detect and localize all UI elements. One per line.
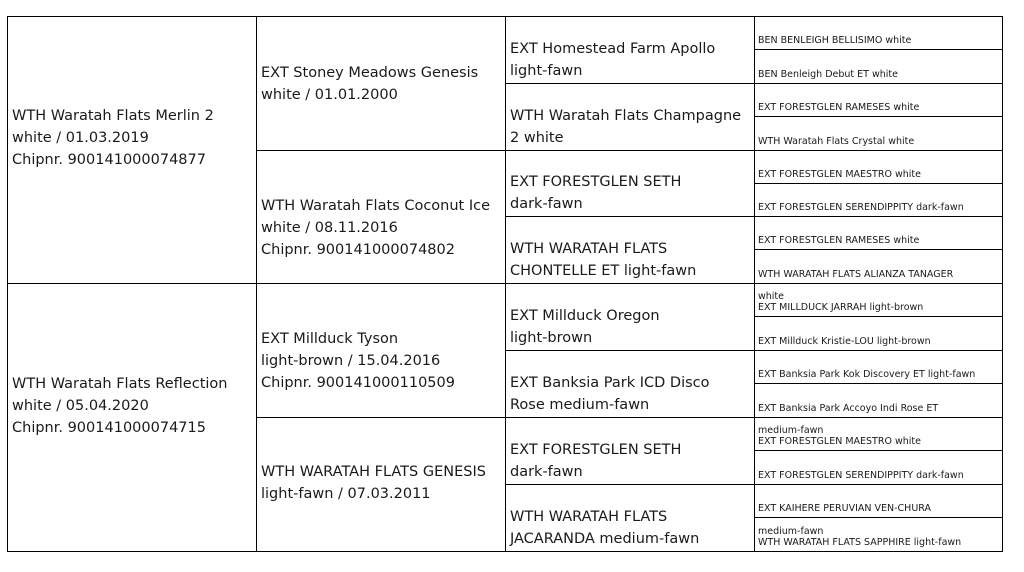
great-grandparent-color: Rose medium-fawn [510, 397, 650, 413]
grandparent-cell [256, 417, 506, 552]
ggg-parent-cell [754, 316, 1003, 351]
ggg-parent-cell [754, 216, 1003, 250]
ggg-parent-name: EXT FORESTGLEN MAESTRO white [758, 436, 921, 447]
parent-color-date: white / 01.03.2019 [12, 130, 149, 146]
ggg-parent-cell [754, 49, 1003, 84]
parent-chip: Chipnr. 900141000074877 [12, 152, 206, 168]
ggg-parent-cell [754, 283, 1003, 317]
ggg-parent-name: EXT FORESTGLEN RAMESES white [758, 235, 920, 246]
grandparent-color-date: white / 08.11.2016 [261, 220, 398, 236]
ggg-parent-name: EXT FORESTGLEN SERENDIPPITY dark-fawn [758, 202, 964, 213]
great-grandparent-color: CHONTELLE ET light-fawn [510, 263, 697, 279]
parent-chip: Chipnr. 900141000074715 [12, 420, 206, 436]
great-grandparent-name: WTH Waratah Flats Champagne [510, 108, 742, 124]
ggg-parent-prefix: medium-fawn [758, 425, 824, 436]
great-grandparent-color: dark-fawn [510, 196, 583, 212]
great-grandparent-cell [505, 16, 755, 84]
great-grandparent-name: EXT Banksia Park ICD Disco [510, 375, 710, 391]
grandparent-cell [256, 150, 506, 284]
ggg-parent-cell [754, 116, 1003, 151]
great-grandparent-color: JACARANDA medium-fawn [510, 531, 700, 547]
ggg-parent-cell [754, 350, 1003, 384]
great-grandparent-name: WTH WARATAH FLATS [510, 241, 668, 257]
ggg-parent-name: WTH Waratah Flats Crystal white [758, 136, 915, 147]
great-grandparent-cell [505, 484, 755, 552]
ggg-parent-name: EXT Banksia Park Kok Discovery ET light-fawn [758, 369, 976, 380]
grandparent-cell [256, 16, 506, 151]
ggg-parent-name: EXT MILLDUCK JARRAH light-brown [758, 302, 924, 313]
ggg-parent-cell [754, 83, 1003, 117]
great-grandparent-cell [505, 350, 755, 418]
great-grandparent-name: EXT Homestead Farm Apollo [510, 41, 716, 57]
ggg-parent-cell [754, 484, 1003, 518]
ggg-parent-cell [754, 249, 1003, 284]
ggg-parent-name: BEN BENLEIGH BELLISIMO white [758, 35, 912, 46]
grandparent-chip: Chipnr. 900141000074802 [261, 242, 455, 258]
grandparent-color-date: light-brown / 15.04.2016 [261, 353, 441, 369]
parent-cell [7, 16, 257, 284]
ggg-parent-cell [754, 417, 1003, 451]
parent-cell [7, 283, 257, 552]
ggg-parent-name: EXT FORESTGLEN SERENDIPPITY dark-fawn [758, 470, 964, 481]
ggg-parent-cell [754, 517, 1003, 552]
great-grandparent-color: light-fawn [510, 63, 583, 79]
grandparent-color-date: white / 01.01.2000 [261, 87, 398, 103]
grandparent-name: EXT Stoney Meadows Genesis [261, 65, 479, 81]
grandparent-name: EXT Millduck Tyson [261, 331, 399, 347]
great-grandparent-cell [505, 417, 755, 485]
grandparent-color-date: light-fawn / 07.03.2011 [261, 486, 431, 502]
ggg-parent-name: WTH WARATAH FLATS SAPPHIRE light-fawn [758, 537, 962, 548]
ggg-parent-name: EXT Banksia Park Accoyo Indi Rose ET [758, 403, 939, 414]
grandparent-name: WTH WARATAH FLATS GENESIS [261, 464, 486, 480]
pedigree-table [7, 16, 1003, 552]
ggg-parent-name: BEN Benleigh Debut ET white [758, 69, 899, 80]
ggg-parent-cell [754, 16, 1003, 50]
great-grandparent-color: 2 white [510, 130, 564, 146]
great-grandparent-name: EXT Millduck Oregon [510, 308, 660, 324]
ggg-parent-prefix: white [758, 291, 784, 302]
great-grandparent-name: WTH WARATAH FLATS [510, 509, 668, 525]
ggg-parent-name: WTH WARATAH FLATS ALIANZA TANAGER [758, 269, 954, 280]
great-grandparent-cell [505, 150, 755, 217]
parent-name: WTH Waratah Flats Merlin 2 [12, 108, 214, 124]
ggg-parent-name: EXT FORESTGLEN RAMESES white [758, 102, 920, 113]
grandparent-name: WTH Waratah Flats Coconut Ice [261, 198, 491, 214]
grandparent-cell [256, 283, 506, 418]
great-grandparent-cell [505, 83, 755, 151]
parent-color-date: white / 05.04.2020 [12, 398, 149, 414]
great-grandparent-cell [505, 216, 755, 284]
ggg-parent-cell [754, 450, 1003, 485]
grandparent-chip: Chipnr. 900141000110509 [261, 375, 455, 391]
great-grandparent-name: EXT FORESTGLEN SETH [510, 174, 682, 190]
ggg-parent-cell [754, 150, 1003, 184]
ggg-parent-name: EXT Millduck Kristie-LOU light-brown [758, 336, 931, 347]
great-grandparent-color: dark-fawn [510, 464, 583, 480]
great-grandparent-color: light-brown [510, 330, 593, 346]
great-grandparent-name: EXT FORESTGLEN SETH [510, 442, 682, 458]
ggg-parent-name: EXT KAIHERE PERUVIAN VEN-CHURA [758, 503, 931, 514]
ggg-parent-name: EXT FORESTGLEN MAESTRO white [758, 169, 921, 180]
parent-name: WTH Waratah Flats Reflection [12, 376, 228, 392]
ggg-parent-prefix: medium-fawn [758, 526, 824, 537]
great-grandparent-cell [505, 283, 755, 351]
ggg-parent-cell [754, 383, 1003, 418]
ggg-parent-cell [754, 183, 1003, 217]
